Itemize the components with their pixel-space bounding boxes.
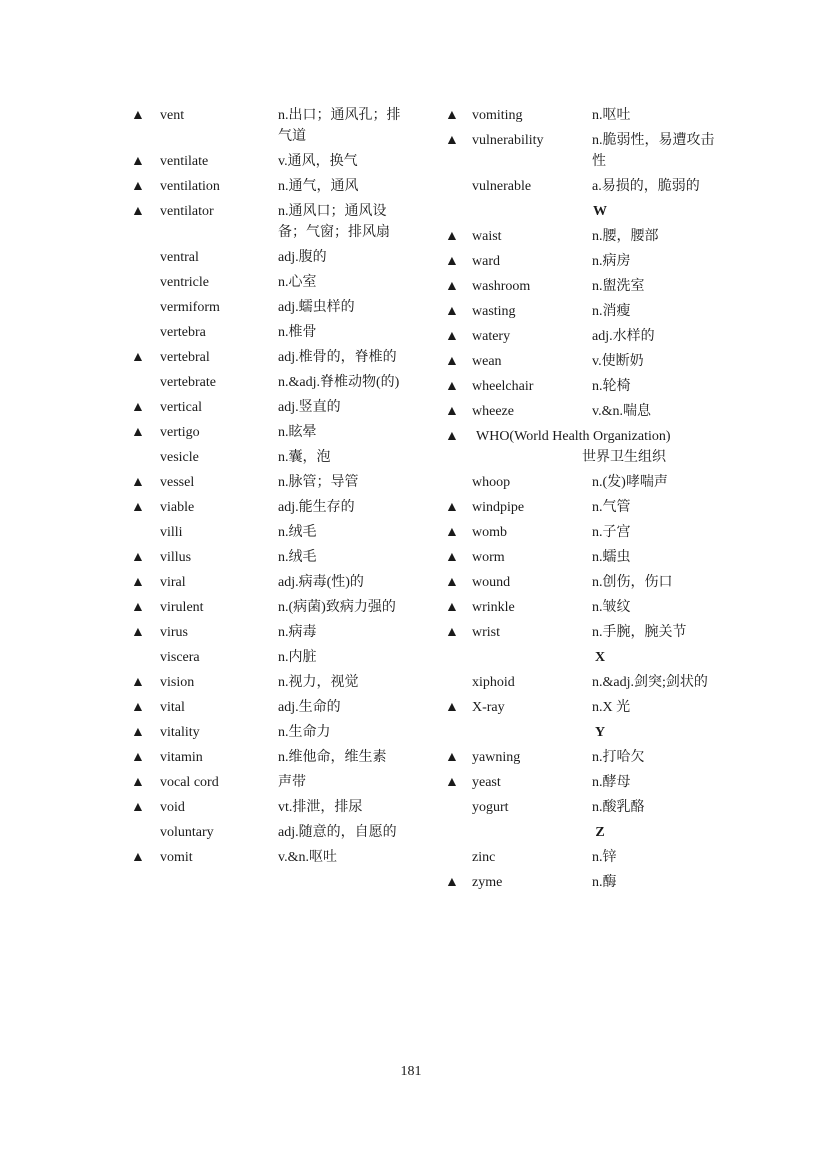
triangle-marker-icon: ▲ <box>445 575 459 590</box>
entry-term: virus <box>160 625 188 640</box>
glossary-entry <box>440 495 720 520</box>
triangle-marker-icon: ▲ <box>131 700 145 715</box>
glossary-entry <box>440 299 720 324</box>
glossary-entry <box>440 695 720 720</box>
entry-definition: adj.竖直的 <box>278 400 341 415</box>
entry-term: vomit <box>160 850 193 865</box>
entry-definition: n.内脏 <box>278 650 317 665</box>
entry-definition: n.呕吐 <box>592 108 631 123</box>
entry-definition: n.出口；通风孔；排气道 <box>278 108 401 144</box>
triangle-marker-icon: ▲ <box>445 429 459 444</box>
triangle-marker-icon: ▲ <box>131 625 145 640</box>
entry-term: wean <box>472 354 502 369</box>
entry-definition: 世界卫生组织 <box>582 450 666 465</box>
entry-term: vomiting <box>472 108 523 123</box>
entry-definition: n.(发)哮喘声 <box>592 475 668 490</box>
entry-term: vertebral <box>160 350 210 365</box>
entry-definition: n.盥洗室 <box>592 279 645 294</box>
glossary-entry <box>126 174 406 199</box>
entry-definition: 声带 <box>278 775 306 790</box>
glossary-entry <box>440 620 720 645</box>
glossary-entry <box>126 645 406 670</box>
entry-term: virulent <box>160 600 204 615</box>
glossary-column-right <box>440 103 720 895</box>
entry-term: ventral <box>160 250 199 265</box>
glossary-entry <box>440 545 720 570</box>
entry-term: void <box>160 800 185 815</box>
triangle-marker-icon: ▲ <box>131 750 145 765</box>
triangle-marker-icon: ▲ <box>131 475 145 490</box>
glossary-entry <box>440 845 720 870</box>
entry-term: yogurt <box>472 800 509 815</box>
glossary-entry <box>126 545 406 570</box>
entry-term: womb <box>472 525 507 540</box>
entry-definition: adj.生命的 <box>278 700 341 715</box>
triangle-marker-icon: ▲ <box>445 625 459 640</box>
entry-definition: vt.排泄，排尿 <box>278 800 363 815</box>
entry-definition: n.X 光 <box>592 700 631 715</box>
entry-definition: v.通风，换气 <box>278 154 358 169</box>
section-letter: W <box>593 204 607 219</box>
entry-term: washroom <box>472 279 531 294</box>
glossary-entry <box>126 395 406 420</box>
entry-definition: n.&adj.脊椎动物(的) <box>278 375 400 390</box>
triangle-marker-icon: ▲ <box>131 179 145 194</box>
triangle-marker-icon: ▲ <box>445 108 459 123</box>
glossary-entry <box>440 424 720 470</box>
glossary-entry <box>126 845 406 870</box>
entry-term: ventilate <box>160 154 209 169</box>
entry-term: yeast <box>472 775 501 790</box>
triangle-marker-icon: ▲ <box>445 500 459 515</box>
entry-term: vulnerable <box>472 179 532 194</box>
glossary-entry <box>440 174 720 199</box>
entry-term: viscera <box>160 650 200 665</box>
glossary-entry <box>126 320 406 345</box>
entry-term: zyme <box>472 875 503 890</box>
triangle-marker-icon: ▲ <box>131 675 145 690</box>
entry-term: watery <box>472 329 511 344</box>
entry-term: vulnerability <box>472 133 544 148</box>
glossary-entry <box>126 520 406 545</box>
entry-term: wrist <box>472 625 500 640</box>
page-number: 181 <box>400 1064 422 1079</box>
entry-definition: n.病毒 <box>278 625 317 640</box>
glossary-entry <box>126 295 406 320</box>
triangle-marker-icon: ▲ <box>445 329 459 344</box>
entry-definition: n.通风口；通风设备；气窗；排风扇 <box>278 204 390 240</box>
triangle-marker-icon: ▲ <box>131 108 145 123</box>
entry-term: yawning <box>472 750 521 765</box>
glossary-entry <box>126 420 406 445</box>
entry-definition: n.轮椅 <box>592 379 631 394</box>
glossary-entry <box>440 470 720 495</box>
glossary-entry <box>126 103 406 149</box>
glossary-entry <box>440 570 720 595</box>
entry-definition: adj.蠕虫样的 <box>278 300 355 315</box>
glossary-entry <box>440 349 720 374</box>
triangle-marker-icon: ▲ <box>131 600 145 615</box>
section-letter: X <box>594 650 606 665</box>
triangle-marker-icon: ▲ <box>445 775 459 790</box>
entry-term: X-ray <box>472 700 505 715</box>
entry-definition: n.眩晕 <box>278 425 317 440</box>
entry-term: xiphoid <box>472 675 515 690</box>
entry-term: ward <box>472 254 500 269</box>
entry-definition: n.&adj.剑突;剑状的 <box>592 675 708 690</box>
entry-definition: v.&n.呕吐 <box>278 850 337 865</box>
entry-term: wheeze <box>472 404 514 419</box>
entry-term: wrinkle <box>472 600 515 615</box>
triangle-marker-icon: ▲ <box>131 425 145 440</box>
triangle-marker-icon: ▲ <box>131 800 145 815</box>
entry-term: vital <box>160 700 185 715</box>
entry-term: ventilator <box>160 204 214 219</box>
section-letter: Z <box>595 825 605 840</box>
triangle-marker-icon: ▲ <box>445 354 459 369</box>
entry-definition: n.皱纹 <box>592 600 631 615</box>
entry-definition: n.脉管；导管 <box>278 475 359 490</box>
triangle-marker-icon: ▲ <box>131 400 145 415</box>
entry-definition: n.绒毛 <box>278 550 317 565</box>
glossary-entry <box>440 374 720 399</box>
glossary-entry <box>440 595 720 620</box>
glossary-entry <box>126 270 406 295</box>
entry-definition: n.绒毛 <box>278 525 317 540</box>
entry-definition: n.心室 <box>278 275 317 290</box>
glossary-entry <box>126 620 406 645</box>
triangle-marker-icon: ▲ <box>445 304 459 319</box>
entry-definition: n.囊，泡 <box>278 450 331 465</box>
glossary-entry <box>126 820 406 845</box>
triangle-marker-icon: ▲ <box>445 229 459 244</box>
triangle-marker-icon: ▲ <box>131 725 145 740</box>
triangle-marker-icon: ▲ <box>445 404 459 419</box>
triangle-marker-icon: ▲ <box>131 550 145 565</box>
triangle-marker-icon: ▲ <box>445 379 459 394</box>
entry-definition: adj.随意的，自愿的 <box>278 825 397 840</box>
entry-term: windpipe <box>472 500 525 515</box>
entry-definition: n.创伤，伤口 <box>592 575 673 590</box>
triangle-marker-icon: ▲ <box>131 575 145 590</box>
glossary-entry <box>126 720 406 745</box>
triangle-marker-icon: ▲ <box>445 700 459 715</box>
triangle-marker-icon: ▲ <box>131 500 145 515</box>
entry-definition: n.通气，通风 <box>278 179 359 194</box>
glossary-entry <box>440 249 720 274</box>
glossary-entry <box>440 128 720 174</box>
glossary-entry <box>126 770 406 795</box>
glossary-entry <box>126 470 406 495</box>
triangle-marker-icon: ▲ <box>131 154 145 169</box>
entry-term: vertical <box>160 400 202 415</box>
triangle-marker-icon: ▲ <box>131 850 145 865</box>
glossary-entry <box>126 370 406 395</box>
entry-definition: n.打哈欠 <box>592 750 645 765</box>
entry-definition: n.病房 <box>592 254 631 269</box>
triangle-marker-icon: ▲ <box>445 525 459 540</box>
entry-definition: n.酸乳酪 <box>592 800 645 815</box>
glossary-entry <box>126 695 406 720</box>
entry-definition: n.生命力 <box>278 725 331 740</box>
entry-definition: n.锌 <box>592 850 617 865</box>
glossary-entry <box>440 274 720 299</box>
entry-term: viral <box>160 575 186 590</box>
entry-term: worm <box>472 550 505 565</box>
triangle-marker-icon: ▲ <box>445 875 459 890</box>
glossary-entry <box>126 445 406 470</box>
entry-definition: adj.水样的 <box>592 329 655 344</box>
triangle-marker-icon: ▲ <box>131 204 145 219</box>
glossary-column-left <box>126 103 406 870</box>
entry-term: vision <box>160 675 195 690</box>
entry-definition: adj.能生存的 <box>278 500 355 515</box>
entry-term: wound <box>472 575 511 590</box>
entry-term: WHO(World Health Organization) <box>476 429 671 444</box>
section-letter: Y <box>594 725 606 740</box>
glossary-entry <box>126 149 406 174</box>
entry-definition: v.使断奶 <box>592 354 644 369</box>
entry-term: viable <box>160 500 195 515</box>
triangle-marker-icon: ▲ <box>445 254 459 269</box>
glossary-entry <box>440 795 720 820</box>
glossary-entry <box>126 495 406 520</box>
glossary-entry <box>440 670 720 695</box>
glossary-entry <box>440 770 720 795</box>
entry-definition: n.脆弱性，易遭攻击性 <box>592 133 715 169</box>
entry-term: wasting <box>472 304 516 319</box>
triangle-marker-icon: ▲ <box>445 279 459 294</box>
entry-term: vesicle <box>160 450 199 465</box>
entry-term: vermiform <box>160 300 220 315</box>
entry-definition: n.手腕，腕关节 <box>592 625 687 640</box>
glossary-entry <box>126 670 406 695</box>
entry-definition: adj.椎骨的，脊椎的 <box>278 350 397 365</box>
triangle-marker-icon: ▲ <box>131 350 145 365</box>
entry-term: wheelchair <box>472 379 534 394</box>
entry-term: vessel <box>160 475 195 490</box>
entry-term: vertebrate <box>160 375 216 390</box>
glossary-entry <box>126 570 406 595</box>
entry-definition: a.易损的，脆弱的 <box>592 179 700 194</box>
entry-term: vertigo <box>160 425 200 440</box>
glossary-entry <box>440 745 720 770</box>
entry-term: villus <box>160 550 192 565</box>
glossary-entry <box>126 345 406 370</box>
entry-definition: v.&n.喘息 <box>592 404 651 419</box>
entry-definition: adj.腹的 <box>278 250 327 265</box>
entry-definition: n.(病菌)致病力强的 <box>278 600 396 615</box>
entry-definition: n.椎骨 <box>278 325 317 340</box>
glossary-entry <box>126 595 406 620</box>
glossary-entry <box>440 399 720 424</box>
triangle-marker-icon: ▲ <box>445 600 459 615</box>
entry-definition: n.蠕虫 <box>592 550 631 565</box>
triangle-marker-icon: ▲ <box>445 133 459 148</box>
entry-term: vitality <box>160 725 200 740</box>
entry-definition: n.酶 <box>592 875 617 890</box>
entry-term: vocal cord <box>160 775 219 790</box>
glossary-entry <box>440 870 720 895</box>
glossary-entry <box>126 199 406 245</box>
entry-definition: n.气管 <box>592 500 631 515</box>
entry-definition: n.子宫 <box>592 525 631 540</box>
entry-term: villi <box>160 525 183 540</box>
triangle-marker-icon: ▲ <box>131 775 145 790</box>
glossary-entry <box>126 245 406 270</box>
glossary-entry <box>126 795 406 820</box>
entry-definition: adj.病毒(性)的 <box>278 575 364 590</box>
entry-term: ventilation <box>160 179 220 194</box>
entry-definition: n.维他命，维生素 <box>278 750 387 765</box>
entry-term: vitamin <box>160 750 203 765</box>
entry-term: vertebra <box>160 325 206 340</box>
glossary-entry <box>126 745 406 770</box>
entry-term: waist <box>472 229 502 244</box>
entry-term: whoop <box>472 475 511 490</box>
triangle-marker-icon: ▲ <box>445 750 459 765</box>
glossary-entry <box>440 324 720 349</box>
entry-term: vent <box>160 108 185 123</box>
entry-definition: n.消瘦 <box>592 304 631 319</box>
glossary-entry <box>440 103 720 128</box>
entry-definition: n.腰，腰部 <box>592 229 659 244</box>
entry-definition: n.视力，视觉 <box>278 675 359 690</box>
triangle-marker-icon: ▲ <box>445 550 459 565</box>
entry-term: zinc <box>472 850 496 865</box>
glossary-entry <box>440 224 720 249</box>
glossary-entry <box>440 520 720 545</box>
entry-term: ventricle <box>160 275 209 290</box>
entry-term: voluntary <box>160 825 214 840</box>
entry-definition: n.酵母 <box>592 775 631 790</box>
